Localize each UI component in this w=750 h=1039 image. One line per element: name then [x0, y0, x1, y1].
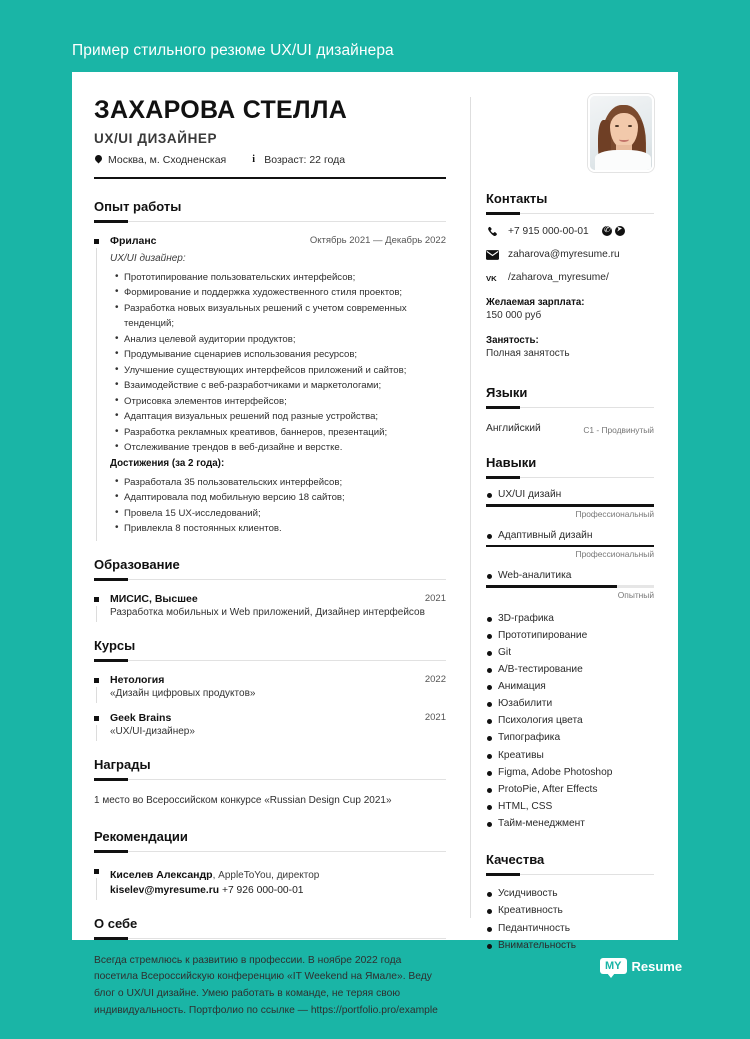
list-item: Тайм-менеджмент: [486, 815, 654, 832]
course-provider: Нетология: [110, 674, 165, 686]
section-title-languages: Языки: [486, 385, 528, 400]
skill-bar-track: [486, 585, 654, 588]
section-title-education: Образование: [94, 557, 180, 572]
section-title-skills: Навыки: [486, 455, 537, 470]
entry-vertical-line: [96, 725, 97, 741]
section-rule-education: [94, 579, 446, 580]
list-item: • Привлекла 8 постоянных клиентов.: [124, 521, 446, 537]
avatar-smile: [619, 137, 629, 142]
skill-rated-item: [486, 570, 654, 600]
candidate-location: Москва, м. Сходненская: [108, 153, 227, 166]
vk-icon: [486, 271, 499, 283]
contact-email-row[interactable]: [486, 248, 654, 260]
list-item: ProtoPie, After Effects: [486, 781, 654, 798]
candidate-meta: [94, 154, 446, 166]
telegram-icon[interactable]: [615, 226, 625, 236]
employment-block: [486, 335, 654, 359]
list-item: • Отрисовка элементов интерфейсов;: [124, 394, 446, 410]
section-title-recommendations: Рекомендации: [94, 828, 188, 844]
skill-level-label: Профессиональный: [575, 508, 654, 519]
skills-list: [486, 610, 654, 833]
skill-name: UX/UI дизайн: [486, 489, 654, 500]
course-entry-head: [110, 674, 446, 686]
list-item: Git: [486, 644, 654, 661]
list-item: • Улучшение существующих интерфейсов приложений и сайтов;: [124, 363, 446, 379]
skill-bar-fill: [486, 504, 654, 507]
salary-block: [486, 297, 654, 321]
candidate-name: ЗАХАРОВА СТЕЛЛА: [94, 96, 348, 124]
list-item: Юзабилити: [486, 695, 654, 712]
course-entry-head: [110, 712, 446, 724]
section-title-experience: Опыт работы: [94, 198, 182, 214]
entry-vertical-line: [96, 878, 97, 900]
list-item: • Отслеживание трендов в веб-дизайне и верстке.: [124, 440, 446, 456]
list-item: • Разработка новых визуальных решений с учетом современных тенденций;: [124, 301, 446, 332]
course-description: «UX/UI-дизайнер»: [110, 726, 195, 737]
employment-value: Полная занятость: [486, 348, 570, 359]
recommender-phone: +7 926 000-00-01: [221, 884, 304, 896]
contact-vk-row[interactable]: [486, 271, 654, 283]
qualities-list: [486, 885, 654, 954]
education-entry: [94, 593, 446, 618]
experience-duties-list: [110, 270, 446, 456]
section-rule-experience: [94, 221, 446, 222]
about-text: Всегда стремлюсь к развитию в профессии. В ноябре 2022 года посетила Всероссийскую конференцию «IT Weekend на Ямале». Веду блог о UX/UI дизайне. Умею работать в команде, не теряя свою индивидуальность. Портфолио по ссылке — https://portfolio.pro/example: [94, 954, 438, 1016]
section-rule-awards: [94, 779, 446, 780]
course-date: 2022: [424, 674, 446, 685]
info-icon: [250, 154, 259, 166]
skill-rated-item: [486, 530, 654, 560]
experience-achievements-list: [110, 475, 446, 537]
section-rule-languages: [486, 407, 654, 408]
language-item: [486, 422, 654, 435]
svg-text:VK: VK: [486, 273, 497, 283]
sidebar-divider: [470, 97, 471, 918]
header-divider: [94, 177, 446, 179]
skill-rated-item: [486, 489, 654, 519]
list-item: Типографика: [486, 729, 654, 746]
contact-phone-row[interactable]: [486, 225, 654, 237]
skill-name: Web-аналитика: [486, 570, 654, 581]
myresume-logo: [600, 958, 682, 974]
list-item: 3D-графика: [486, 610, 654, 627]
awards-text: 1 место во Всероссийском конкурсе «Russian Design Cup 2021»: [94, 795, 392, 806]
list-item: • Формирование и поддержка художественного стиля проектов;: [124, 285, 446, 301]
course-date: 2021: [424, 712, 446, 723]
section-rule-contacts: [486, 213, 654, 214]
course-entry: [94, 712, 446, 737]
employment-label: Занятость:: [486, 335, 539, 346]
recommender-contact: [110, 885, 446, 896]
list-item: HTML, CSS: [486, 798, 654, 815]
list-item: Креативность: [486, 902, 654, 919]
section-title-awards: Награды: [94, 757, 151, 772]
candidate-age: Возраст: 22 года: [264, 153, 346, 166]
course-entry: [94, 674, 446, 699]
skill-bar-fill: [486, 585, 617, 588]
list-item: • Взаимодействие с веб-разработчиками и маркетологами;: [124, 378, 446, 394]
skill-bar-track: [486, 545, 654, 548]
contact-phone: +7 915 000-00-01: [508, 225, 589, 237]
section-rule-skills: [486, 477, 654, 478]
skill-level-label: Профессиональный: [575, 549, 654, 559]
salary-label: Желаемая зарплата:: [486, 297, 585, 308]
language-name: Английский: [486, 423, 541, 434]
section-title-about: О себе: [94, 915, 138, 931]
list-item: Анимация: [486, 678, 654, 695]
experience-position: UX/UI дизайнер:: [110, 252, 186, 264]
whatsapp-icon[interactable]: [602, 226, 612, 236]
recommendation-person: [110, 865, 446, 883]
list-item: Педантичность: [486, 920, 654, 937]
experience-entry-head: [110, 235, 446, 247]
logo-badge: MY: [600, 958, 627, 974]
education-description: Разработка мобильных и Web приложений, Дизайнер интерфейсов: [110, 607, 425, 618]
course-description: «Дизайн цифровых продуктов»: [110, 688, 256, 699]
email-icon: [486, 248, 499, 260]
education-institution: МИСИС, Высшее: [110, 593, 198, 605]
section-title-qualities: Качества: [486, 852, 545, 868]
resume-main-column: [72, 72, 470, 1016]
messenger-icons: [602, 226, 625, 236]
section-rule-qualities: [486, 874, 654, 875]
list-item: • Анализ целевой аудитории продуктов;: [124, 332, 446, 348]
logo-word: Resume: [631, 958, 683, 974]
entry-vertical-line: [96, 248, 97, 542]
list-item: • Провела 15 UX-исследований;: [124, 506, 446, 522]
experience-company: Фриланс: [110, 234, 157, 247]
list-item: • Прототипирование пользовательских интерфейсов;: [124, 270, 446, 286]
section-title-courses: Курсы: [94, 638, 136, 653]
section-rule-about: [94, 938, 446, 939]
resume-sidebar: [470, 72, 678, 951]
candidate-role: UX/UI ДИЗАЙНЕР: [94, 130, 218, 146]
list-item: A/B-тестирование: [486, 661, 654, 678]
avatar-shirt: [595, 150, 651, 170]
list-item: • Адаптация визуальных решений под разные устройства;: [124, 409, 446, 425]
recommendation-entry: [94, 865, 446, 896]
list-item: Прототипирование: [486, 627, 654, 644]
resume-header: [94, 97, 446, 179]
section-rule-courses: [94, 660, 446, 661]
skill-bar-track: [486, 504, 654, 507]
achievements-title: Достижения (за 2 года):: [110, 457, 225, 469]
section-rule-recommendations: [94, 851, 446, 852]
recommender-name: Киселев Александр: [110, 868, 213, 881]
course-provider: Geek Brains: [110, 712, 172, 724]
list-item: • Разработала 35 пользовательских интерфейсов;: [124, 475, 446, 491]
experience-entry: [94, 235, 446, 538]
entry-vertical-line: [96, 687, 97, 703]
contact-vk: /zaharova_myresume/: [508, 271, 609, 283]
language-level-label: C1 - Продвинутый: [583, 425, 654, 435]
skill-level-label: Опытный: [617, 589, 654, 600]
experience-date: Октябрь 2021 — Декабрь 2022: [309, 234, 446, 246]
education-date: 2021: [424, 593, 446, 604]
list-item: Психология цвета: [486, 712, 654, 729]
skill-bar-fill: [486, 545, 654, 548]
language-level-meter: [570, 422, 654, 435]
avatar: [588, 94, 654, 172]
list-item: Усидчивость: [486, 885, 654, 902]
recommender-role: , AppleToYou, директор: [212, 869, 320, 881]
entry-vertical-line: [96, 606, 97, 622]
salary-value: 150 000 руб: [486, 310, 542, 321]
list-item: Креативы: [486, 747, 654, 764]
recommender-email[interactable]: kiselev@myresume.ru: [110, 884, 220, 896]
skill-name: Адаптивный дизайн: [486, 530, 654, 541]
list-item: Figma, Adobe Photoshop: [486, 764, 654, 781]
page-title: Пример стильного резюме UX/UI дизайнера: [72, 42, 394, 59]
list-item: • Разработка рекламных креативов, баннеров, презентаций;: [124, 425, 446, 441]
contact-email: zaharova@myresume.ru: [508, 248, 620, 260]
resume-sheet: [72, 72, 678, 1016]
education-entry-head: [110, 593, 446, 605]
phone-icon: [486, 225, 499, 237]
location-pin-icon: [94, 154, 103, 166]
list-item: • Адаптировала под мобильную версию 18 сайтов;: [124, 490, 446, 506]
list-item: • Продумывание сценариев использования ресурсов;: [124, 347, 446, 363]
list-item: Внимательность: [486, 937, 654, 954]
section-title-contacts: Контакты: [486, 191, 548, 206]
